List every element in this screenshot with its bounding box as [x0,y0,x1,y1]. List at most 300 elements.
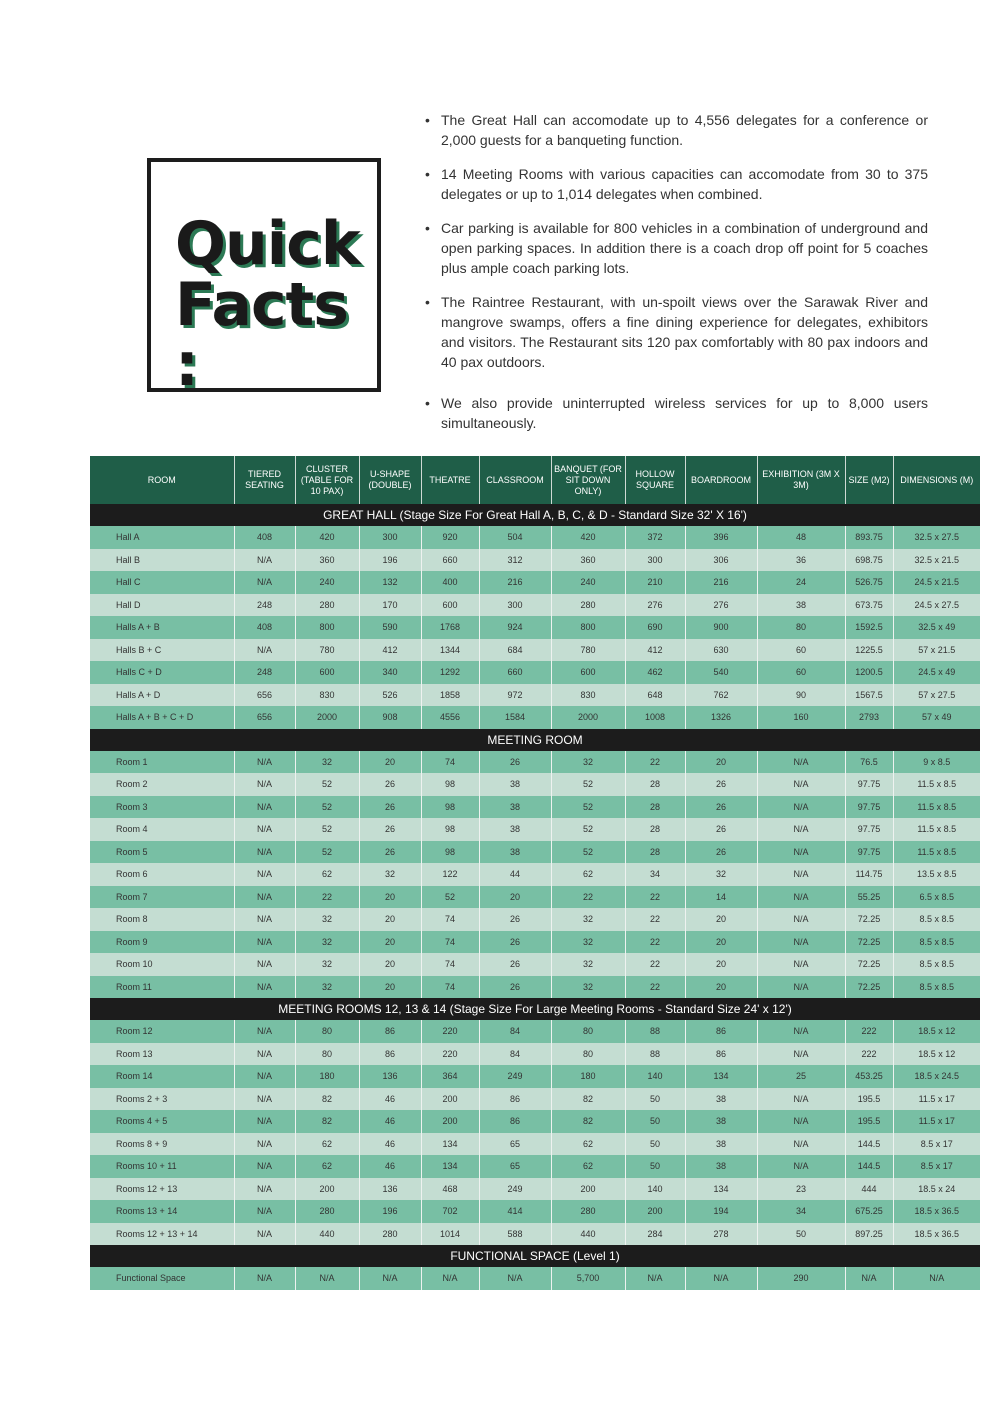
table-cell: 97.75 [845,773,893,796]
table-cell: 220 [421,1043,479,1066]
table-cell: 52 [295,796,359,819]
table-cell: 28 [625,773,685,796]
table-cell: 144.5 [845,1155,893,1178]
table-cell: N/A [234,863,295,886]
table-cell: 26 [359,841,421,864]
table-cell: 32.5 x 27.5 [893,526,980,549]
table-cell: 364 [421,1065,479,1088]
table-cell: 180 [295,1065,359,1088]
table-cell: 20 [479,886,551,909]
table-cell: 216 [479,571,551,594]
table-cell: 26 [479,931,551,954]
table-cell: N/A [234,886,295,909]
table-cell: N/A [234,639,295,662]
table-cell: 97.75 [845,841,893,864]
column-header: CLUSTER (TABLE FOR 10 PAX) [295,456,359,504]
room-name-cell: Hall C [90,571,234,594]
table-cell: N/A [757,796,845,819]
table-row [90,1065,980,1088]
table-cell: 32 [551,976,625,999]
table-cell: 280 [359,1223,421,1246]
room-name-cell: Room 9 [90,931,234,954]
table-cell: 22 [625,886,685,909]
bullet-icon: • [425,294,430,310]
table-cell: 26 [479,908,551,931]
table-cell: 14 [685,886,757,909]
table-cell: 900 [685,616,757,639]
table-cell: 72.25 [845,976,893,999]
fact-item [423,292,928,372]
table-cell: 280 [551,1200,625,1223]
table-cell: 26 [479,953,551,976]
table-cell: 46 [359,1133,421,1156]
table-row [90,526,980,549]
table-row [90,1133,980,1156]
table-cell: 24 [757,571,845,594]
table-cell: 360 [295,549,359,572]
table-cell: 97.75 [845,796,893,819]
fact-item [423,164,928,204]
table-cell: 248 [234,661,295,684]
table-cell: 26 [479,751,551,774]
room-name-cell: Room 11 [90,976,234,999]
table-cell: 222 [845,1020,893,1043]
table-cell: 2000 [295,706,359,729]
table-row [90,1043,980,1066]
table-cell: 216 [685,571,757,594]
table-cell: 65 [479,1133,551,1156]
table-cell: 20 [685,976,757,999]
table-cell: 440 [551,1223,625,1246]
table-cell: 660 [421,549,479,572]
table-cell: 38 [685,1110,757,1133]
table-cell: N/A [234,1020,295,1043]
table-cell: 86 [479,1088,551,1111]
table-cell: N/A [359,1267,421,1290]
table-row [90,1267,980,1290]
table-cell: 74 [421,953,479,976]
table-row [90,976,980,999]
table-cell: 20 [359,953,421,976]
table-cell: 13.5 x 8.5 [893,863,980,886]
room-name-cell: Room 10 [90,953,234,976]
table-cell: 453.25 [845,1065,893,1088]
table-cell: 800 [295,616,359,639]
table-cell: 28 [625,841,685,864]
table-cell: 5,700 [551,1267,625,1290]
table-cell: 132 [359,571,421,594]
table-cell: 26 [359,796,421,819]
table-cell: 86 [479,1110,551,1133]
table-cell: 656 [234,706,295,729]
table-cell: 290 [757,1267,845,1290]
table-cell: N/A [479,1267,551,1290]
section-row [90,504,980,526]
table-cell: 414 [479,1200,551,1223]
table-cell: 420 [295,526,359,549]
table-cell: 200 [421,1110,479,1133]
table-cell: N/A [234,571,295,594]
room-name-cell: Halls B + C [90,639,234,662]
table-cell: 412 [359,639,421,662]
room-name-cell: Room 6 [90,863,234,886]
room-name-cell: Halls A + D [90,684,234,707]
table-cell: 20 [685,908,757,931]
table-cell: 32.5 x 49 [893,616,980,639]
table-cell: 1592.5 [845,616,893,639]
table-cell: N/A [757,1110,845,1133]
table-cell: 50 [757,1223,845,1246]
table-cell: 98 [421,773,479,796]
fact-text: The Great Hall can accomodate up to 4,556 delegates for a conference or 2,000 guests for a banqueting function. [441,112,928,148]
table-cell: 1225.5 [845,639,893,662]
table-cell: 50 [625,1088,685,1111]
table-cell: N/A [421,1267,479,1290]
table-cell: 98 [421,818,479,841]
quick-facts-box [147,158,381,400]
table-cell: N/A [234,976,295,999]
facts-list [423,110,928,433]
table-cell: 648 [625,684,685,707]
table-cell: 52 [551,841,625,864]
table-cell: 140 [625,1178,685,1201]
table-cell: 600 [551,661,625,684]
table-cell: 62 [295,1155,359,1178]
table-cell: 62 [295,863,359,886]
table-cell: 340 [359,661,421,684]
table-cell: 26 [359,818,421,841]
table-cell: 80 [551,1020,625,1043]
table-cell: 44 [479,863,551,886]
table-cell: 32 [551,751,625,774]
table-row [90,684,980,707]
table-cell: N/A [845,1267,893,1290]
table-cell: 780 [551,639,625,662]
table-cell: 26 [479,976,551,999]
table-cell: 136 [359,1178,421,1201]
table-body [90,504,980,1290]
table-cell: 18.5 x 24.5 [893,1065,980,1088]
room-name-cell: Rooms 13 + 14 [90,1200,234,1223]
table-cell: 240 [295,571,359,594]
column-header: TIERED SEATING [234,456,295,504]
table-cell: 8.5 x 8.5 [893,908,980,931]
table-cell: 140 [625,1065,685,1088]
table-cell: 684 [479,639,551,662]
table-cell: N/A [234,549,295,572]
section-row [90,998,980,1020]
room-name-cell: Room 3 [90,796,234,819]
table-cell: 84 [479,1043,551,1066]
table-cell: 160 [757,706,845,729]
table-cell: N/A [757,751,845,774]
table-cell: N/A [757,908,845,931]
table-row [90,639,980,662]
table-cell: 23 [757,1178,845,1201]
table-cell: 52 [551,818,625,841]
table-cell: 673.75 [845,594,893,617]
section-row [90,1245,980,1267]
table-cell: 284 [625,1223,685,1246]
table-cell: 195.5 [845,1110,893,1133]
table-cell: 86 [685,1020,757,1043]
table-cell: N/A [234,1267,295,1290]
table-cell: 57 x 27.5 [893,684,980,707]
table-cell: 134 [685,1178,757,1201]
table-cell: 24.5 x 27.5 [893,594,980,617]
column-header: DIMENSIONS (M) [893,456,980,504]
table-cell: N/A [234,1043,295,1066]
room-name-cell: Room 5 [90,841,234,864]
table-cell: 240 [551,571,625,594]
quick-facts-title-line1: Quick [175,209,360,279]
table-cell: 65 [479,1155,551,1178]
table-cell: 1292 [421,661,479,684]
table-cell: 60 [757,639,845,662]
table-cell: 22 [295,886,359,909]
table-cell: 32 [295,976,359,999]
table-cell: 20 [359,931,421,954]
fact-text: We also provide uninterrupted wireless services for up to 8,000 users simultaneously. [441,395,928,431]
table-cell: 11.5 x 8.5 [893,796,980,819]
table-cell: 86 [359,1043,421,1066]
table-cell: 526.75 [845,571,893,594]
table-cell: 84 [479,1020,551,1043]
fact-text: Car parking is available for 800 vehicles in a combination of underground and open parking spaces. In addition there is a coach drop off point for 5 coaches plus ample coach parking lots. [441,220,928,276]
table-cell: 28 [625,818,685,841]
table-cell: 18.5 x 12 [893,1020,980,1043]
table-cell: 22 [551,886,625,909]
table-cell: N/A [234,1200,295,1223]
table-cell: 38 [685,1155,757,1178]
table-row [90,886,980,909]
table-row [90,796,980,819]
table-row [90,908,980,931]
table-cell: N/A [234,1133,295,1156]
table-cell: 780 [295,639,359,662]
section-title: MEETING ROOM [90,729,980,751]
column-header: SIZE (M2) [845,456,893,504]
table-cell: 62 [295,1133,359,1156]
table-cell: 11.5 x 17 [893,1110,980,1133]
table-cell: 52 [295,841,359,864]
table-cell: N/A [757,931,845,954]
table-row [90,1155,980,1178]
fact-text: The Raintree Restaurant, with un-spoilt views over the Sarawak River and mangrove swamps, offers a fine dining experience for delegates, exhibitors and visitors. The Restaurant sits 120 pax comfortably with 80 pax indoors and 40 pax outdoors. [441,294,928,370]
table-cell: 134 [421,1155,479,1178]
table-row [90,953,980,976]
table-cell: 306 [685,549,757,572]
table-cell: 1768 [421,616,479,639]
column-header: BANQUET (FOR SIT DOWN ONLY) [551,456,625,504]
table-row [90,616,980,639]
table-cell: 32 [551,953,625,976]
table-cell: 280 [295,594,359,617]
table-cell: N/A [234,953,295,976]
column-header: CLASSROOM [479,456,551,504]
table-cell: 276 [625,594,685,617]
table-cell: 300 [479,594,551,617]
table-cell: 360 [551,549,625,572]
table-cell: 2000 [551,706,625,729]
table-cell: 600 [421,594,479,617]
table-cell: 32.5 x 21.5 [893,549,980,572]
table-cell: 60 [757,661,845,684]
table-cell: 26 [685,818,757,841]
table-cell: 82 [295,1110,359,1133]
table-cell: 26 [359,773,421,796]
table-cell: 590 [359,616,421,639]
table-cell: 82 [551,1088,625,1111]
table-cell: 276 [685,594,757,617]
table-cell: 220 [421,1020,479,1043]
table-cell: 52 [421,886,479,909]
table-cell: N/A [757,818,845,841]
table-cell: 222 [845,1043,893,1066]
room-name-cell: Room 1 [90,751,234,774]
room-name-cell: Hall D [90,594,234,617]
room-name-cell: Room 8 [90,908,234,931]
quick-facts-title-line2: Facts : [175,270,348,400]
table-cell: 196 [359,549,421,572]
capacity-table [90,456,980,1290]
table-cell: 22 [625,751,685,774]
table-cell: 20 [685,751,757,774]
table-cell: 656 [234,684,295,707]
table-cell: 8.5 x 8.5 [893,953,980,976]
table-cell: 11.5 x 8.5 [893,818,980,841]
table-cell: 82 [551,1110,625,1133]
table-cell: 32 [551,908,625,931]
table-cell: 200 [295,1178,359,1201]
table-cell: 372 [625,526,685,549]
table-cell: 702 [421,1200,479,1223]
table-cell: 32 [295,953,359,976]
table-cell: 504 [479,526,551,549]
table-cell: N/A [234,1178,295,1201]
table-cell: 88 [625,1020,685,1043]
table-cell: N/A [757,1020,845,1043]
fact-text: 14 Meeting Rooms with various capacities can accomodate from 30 to 375 delegates or up to 1,014 delegates when combined. [441,166,928,202]
table-cell: 6.5 x 8.5 [893,886,980,909]
table-cell: 52 [295,773,359,796]
table-cell: 200 [421,1088,479,1111]
table-row [90,751,980,774]
table-cell: 32 [685,863,757,886]
section-title: FUNCTIONAL SPACE (Level 1) [90,1245,980,1267]
table-row [90,773,980,796]
table-cell: 80 [295,1020,359,1043]
room-name-cell: Room 4 [90,818,234,841]
table-cell: 26 [685,841,757,864]
table-cell: 440 [295,1223,359,1246]
table-cell: 122 [421,863,479,886]
table-cell: 32 [295,908,359,931]
room-name-cell: Rooms 12 + 13 + 14 [90,1223,234,1246]
table-cell: 698.75 [845,549,893,572]
table-cell: 18.5 x 36.5 [893,1223,980,1246]
table-cell: 660 [479,661,551,684]
table-cell: 462 [625,661,685,684]
table-cell: 300 [359,526,421,549]
table-cell: N/A [757,773,845,796]
table-cell: N/A [295,1267,359,1290]
room-name-cell: Hall A [90,526,234,549]
table-cell: 52 [295,818,359,841]
table-cell: 26 [685,773,757,796]
table-cell: N/A [234,818,295,841]
table-row [90,818,980,841]
table-cell: 22 [625,976,685,999]
table-cell: 97.75 [845,818,893,841]
table-cell: 249 [479,1178,551,1201]
table-cell: 74 [421,751,479,774]
column-header: HOLLOW SQUARE [625,456,685,504]
column-header: EXHIBITION (3M X 3M) [757,456,845,504]
table-cell: 312 [479,549,551,572]
table-cell: 248 [234,594,295,617]
table-cell: 86 [685,1043,757,1066]
table-cell: 74 [421,908,479,931]
table-cell: 249 [479,1065,551,1088]
table-cell: 82 [295,1088,359,1111]
column-header: ROOM [90,456,234,504]
table-cell: N/A [893,1267,980,1290]
table-cell: 34 [625,863,685,886]
table-cell: N/A [757,1133,845,1156]
table-cell: 200 [625,1200,685,1223]
table-cell: N/A [685,1267,757,1290]
table-cell: 90 [757,684,845,707]
table-cell: 144.5 [845,1133,893,1156]
table-cell: 690 [625,616,685,639]
table-row [90,841,980,864]
room-name-cell: Room 14 [90,1065,234,1088]
table-cell: 98 [421,841,479,864]
table-cell: 897.25 [845,1223,893,1246]
bullet-icon: • [425,166,430,182]
table-cell: 20 [685,931,757,954]
table-cell: 1584 [479,706,551,729]
table-cell: 1858 [421,684,479,707]
table-cell: 800 [551,616,625,639]
section-title: MEETING ROOMS 12, 13 & 14 (Stage Size For Large Meeting Rooms - Standard Size 24' x 12') [90,998,980,1020]
table-cell: 76.5 [845,751,893,774]
table-cell: 74 [421,931,479,954]
table-cell: 88 [625,1043,685,1066]
table-cell: 24.5 x 49 [893,661,980,684]
table-cell: 50 [625,1155,685,1178]
table-cell: 34 [757,1200,845,1223]
table-cell: 400 [421,571,479,594]
room-name-cell: Functional Space [90,1267,234,1290]
table-cell: 32 [295,931,359,954]
table-row [90,1223,980,1246]
table-cell: N/A [757,1088,845,1111]
table-row [90,1178,980,1201]
table-cell: 26 [685,796,757,819]
table-cell: 1344 [421,639,479,662]
table-cell: 80 [295,1043,359,1066]
table-row [90,1110,980,1133]
table-cell: 893.75 [845,526,893,549]
table-cell: 675.25 [845,1200,893,1223]
table-cell: 8.5 x 8.5 [893,976,980,999]
table-cell: 20 [685,953,757,976]
table-row [90,1020,980,1043]
bullet-icon: • [425,395,430,411]
table-cell: 18.5 x 12 [893,1043,980,1066]
